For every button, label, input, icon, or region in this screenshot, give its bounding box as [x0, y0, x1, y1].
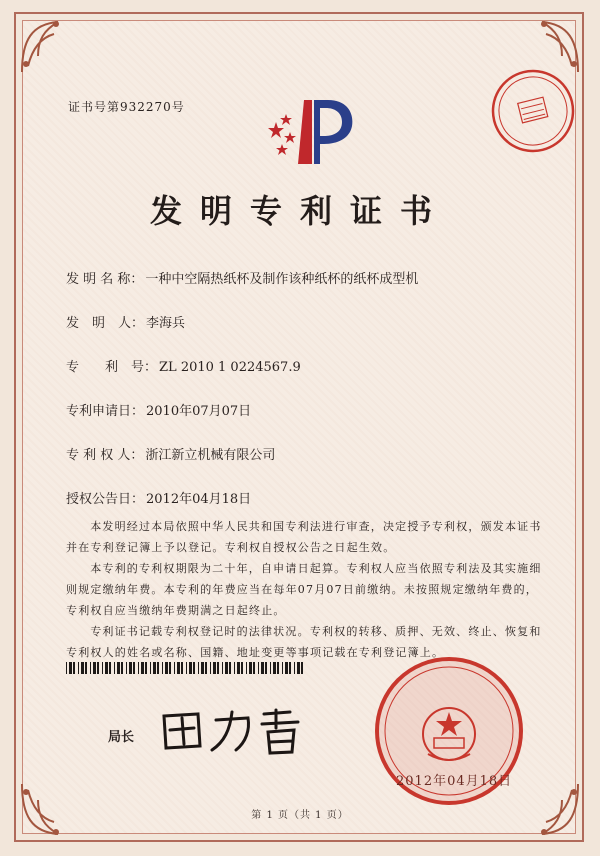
- field-value: ZL 2010 1 0224567.9: [159, 360, 301, 375]
- barcode-bar: [261, 662, 264, 674]
- barcode-bar: [141, 662, 144, 674]
- field-value: 李海兵: [146, 316, 186, 331]
- director-signature-icon: [158, 706, 308, 758]
- barcode-bar: [285, 662, 288, 674]
- page-footer: 第 1 页（共 1 页）: [251, 810, 349, 821]
- barcode-bar: [165, 662, 168, 674]
- body-paragraph: 本专利的专利权期限为二十年，自申请日起算。专利权人应当依照专利法及其实施细则规定缴纳年费。本专利的年费应当在每年07月07日前缴纳。未按照规定缴纳年费的，专利权自应当缴纳年费期满之日起终止。: [66, 562, 542, 617]
- barcode-bar: [258, 662, 259, 674]
- barcode-bar: [126, 662, 127, 674]
- patent-office-emblem-icon: [262, 92, 362, 172]
- barcode-bar: [105, 662, 108, 674]
- barcode-bar: [205, 662, 207, 674]
- barcode-bar: [69, 662, 72, 674]
- barcode-bar: [117, 662, 120, 674]
- barcode-bar: [294, 662, 295, 674]
- field-label: 专利申请日：: [66, 404, 145, 419]
- barcode-bar: [225, 662, 228, 674]
- barcode-bar: [138, 662, 139, 674]
- body-paragraph: 本发明经过本局依照中华人民共和国专利法进行审查，决定授予专利权，颁发本证书并在专利登记簿上予以登记。专利权自授权公告之日起生效。: [66, 520, 542, 554]
- field-label: 发 明 名 称：: [66, 272, 144, 287]
- corner-ornament-icon: [18, 16, 78, 76]
- barcode-bar: [102, 662, 103, 674]
- barcode-bar: [297, 662, 300, 674]
- barcode-bar: [150, 662, 151, 674]
- barcode-bar: [186, 662, 187, 674]
- field-label: 发 明 人：: [66, 316, 145, 331]
- barcode-bar: [301, 662, 303, 674]
- barcode-bar: [129, 662, 132, 674]
- barcode-bar: [249, 662, 252, 674]
- field-grant-date: [66, 488, 251, 507]
- director-label: 局长: [108, 730, 135, 745]
- barcode-bar: [201, 662, 204, 674]
- field-value: 一种中空隔热纸杯及制作该种纸杯的纸杯成型机: [145, 272, 419, 287]
- barcode-bar: [289, 662, 291, 674]
- barcode-bar: [145, 662, 147, 674]
- barcode-bar: [133, 662, 135, 674]
- organization-stamp-icon: [486, 64, 580, 158]
- field-value: 2012年04月18日: [146, 492, 252, 507]
- barcode-bar: [189, 662, 192, 674]
- barcode-bar: [78, 662, 79, 674]
- barcode-bar: [181, 662, 183, 674]
- barcode-bar: [66, 662, 67, 674]
- barcode-bar: [282, 662, 283, 674]
- barcode-icon: [66, 662, 304, 674]
- barcode-bar: [265, 662, 267, 674]
- barcode-bar: [229, 662, 231, 674]
- field-value: 浙江新立机械有限公司: [145, 448, 276, 463]
- barcode-bar: [97, 662, 99, 674]
- barcode-bar: [169, 662, 171, 674]
- barcode-bar: [273, 662, 276, 674]
- barcode-bar: [246, 662, 247, 674]
- barcode-bar: [210, 662, 211, 674]
- barcode-bar: [85, 662, 87, 674]
- barcode-bar: [109, 662, 111, 674]
- barcode-bar: [270, 662, 271, 674]
- field-inventor: [66, 312, 185, 331]
- field-patentee: [66, 444, 275, 463]
- field-value: 2010年07月07日: [146, 404, 252, 419]
- barcode-bar: [177, 662, 180, 674]
- barcode-bar: [153, 662, 156, 674]
- barcode-bar: [237, 662, 240, 674]
- barcode-bar: [234, 662, 235, 674]
- barcode-bar: [157, 662, 159, 674]
- certificate-title: 发明专利证书: [149, 192, 450, 230]
- barcode-bar: [241, 662, 243, 674]
- issue-date: 2012年04月18日: [396, 774, 513, 789]
- field-application-date: [66, 400, 251, 419]
- field-patent-number: [66, 356, 301, 375]
- barcode-bar: [193, 662, 195, 674]
- body-paragraph: 专利证书记载专利权登记时的法律状况。专利权的转移、质押、无效、终止、恢复和专利权人的姓名或名称、国籍、地址变更等事项记载在专利登记簿上。: [66, 625, 542, 659]
- barcode-bar: [277, 662, 279, 674]
- barcode-bar: [198, 662, 199, 674]
- field-invention-name: [66, 268, 418, 287]
- barcode-bar: [90, 662, 91, 674]
- barcode-bar: [73, 662, 75, 674]
- barcode-bar: [222, 662, 223, 674]
- field-label: 专 利 权 人：: [66, 448, 144, 463]
- barcode-bar: [114, 662, 115, 674]
- barcode-bar: [213, 662, 216, 674]
- barcode-bar: [217, 662, 219, 674]
- barcode-bar: [253, 662, 255, 674]
- barcode-bar: [121, 662, 123, 674]
- barcode-bar: [162, 662, 163, 674]
- field-label: 授权公告日：: [66, 492, 145, 507]
- barcode-bar: [93, 662, 96, 674]
- certificate-number: 证书号第932270号: [68, 100, 185, 114]
- certificate-body: [66, 516, 546, 663]
- field-label: 专 利 号：: [66, 360, 158, 375]
- barcode-bar: [174, 662, 175, 674]
- barcode-bar: [81, 662, 84, 674]
